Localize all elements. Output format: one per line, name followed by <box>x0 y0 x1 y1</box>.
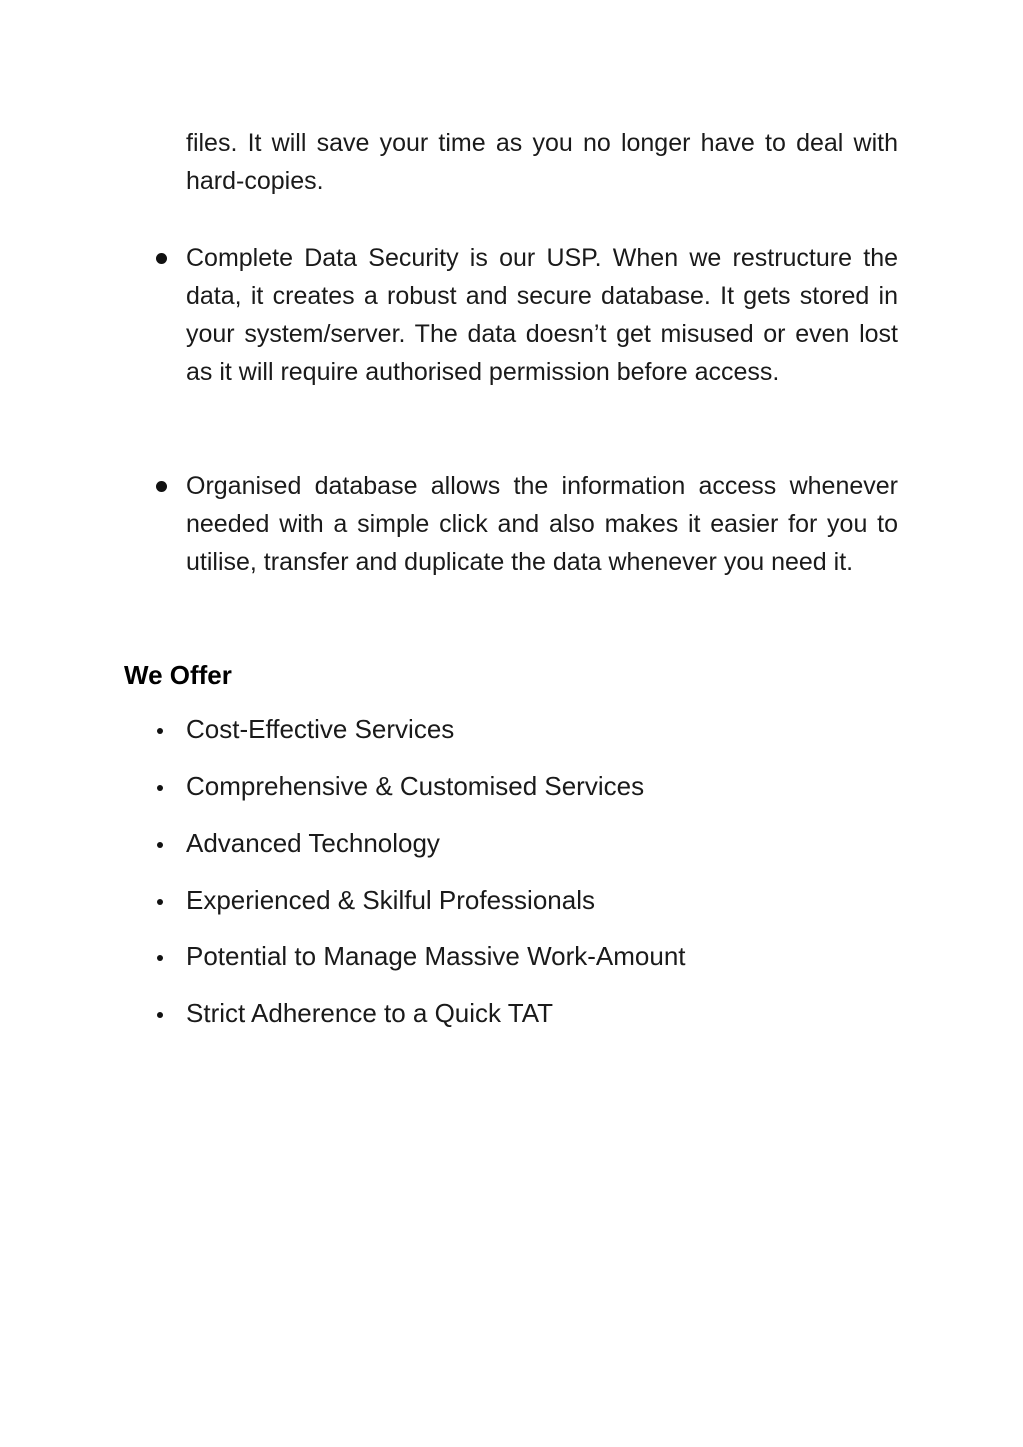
bullet-dot-icon <box>157 955 163 961</box>
offer-item-label: Cost-Effective Services <box>186 714 455 744</box>
offer-list-item <box>0 937 1023 975</box>
bullet-dot-icon <box>156 481 167 492</box>
bullet-paragraph-text: Complete Data Security is our USP. When we restructure the data, it creates a robust and secure database. It gets stored in your system/server. The data doesn’t get misused or even lost as it will require authorised permission before access. <box>186 244 898 386</box>
offer-list-item <box>0 710 1023 748</box>
bullet-dot-icon <box>157 1012 163 1018</box>
bullet-dot-icon <box>157 842 163 848</box>
offer-list-item <box>0 824 1023 862</box>
bullet-dot-icon <box>157 899 163 905</box>
offer-list-item <box>0 994 1023 1032</box>
offer-item-label: Experienced & Skilful Professionals <box>186 885 595 915</box>
offer-item-label: Strict Adherence to a Quick TAT <box>186 998 554 1028</box>
offer-item-label: Comprehensive & Customised Services <box>186 771 645 801</box>
bullet-dot-icon <box>156 253 167 264</box>
bullet-dot-icon <box>157 785 163 791</box>
intro-continuation-paragraph: files. It will save your time as you no longer have to deal with hard-copies. <box>186 129 898 195</box>
offer-list-item <box>0 881 1023 919</box>
offer-item-label: Advanced Technology <box>186 828 440 858</box>
we-offer-heading: We Offer <box>124 660 232 690</box>
bullet-dot-icon <box>157 728 163 734</box>
offer-list-item <box>0 767 1023 805</box>
offer-item-label: Potential to Manage Massive Work-Amount <box>186 941 686 971</box>
bullet-paragraph-text: Organised database allows the information access whenever needed with a simple click and also makes it easier for you to utilise, transfer and duplicate the data whenever you need it. <box>186 472 898 576</box>
